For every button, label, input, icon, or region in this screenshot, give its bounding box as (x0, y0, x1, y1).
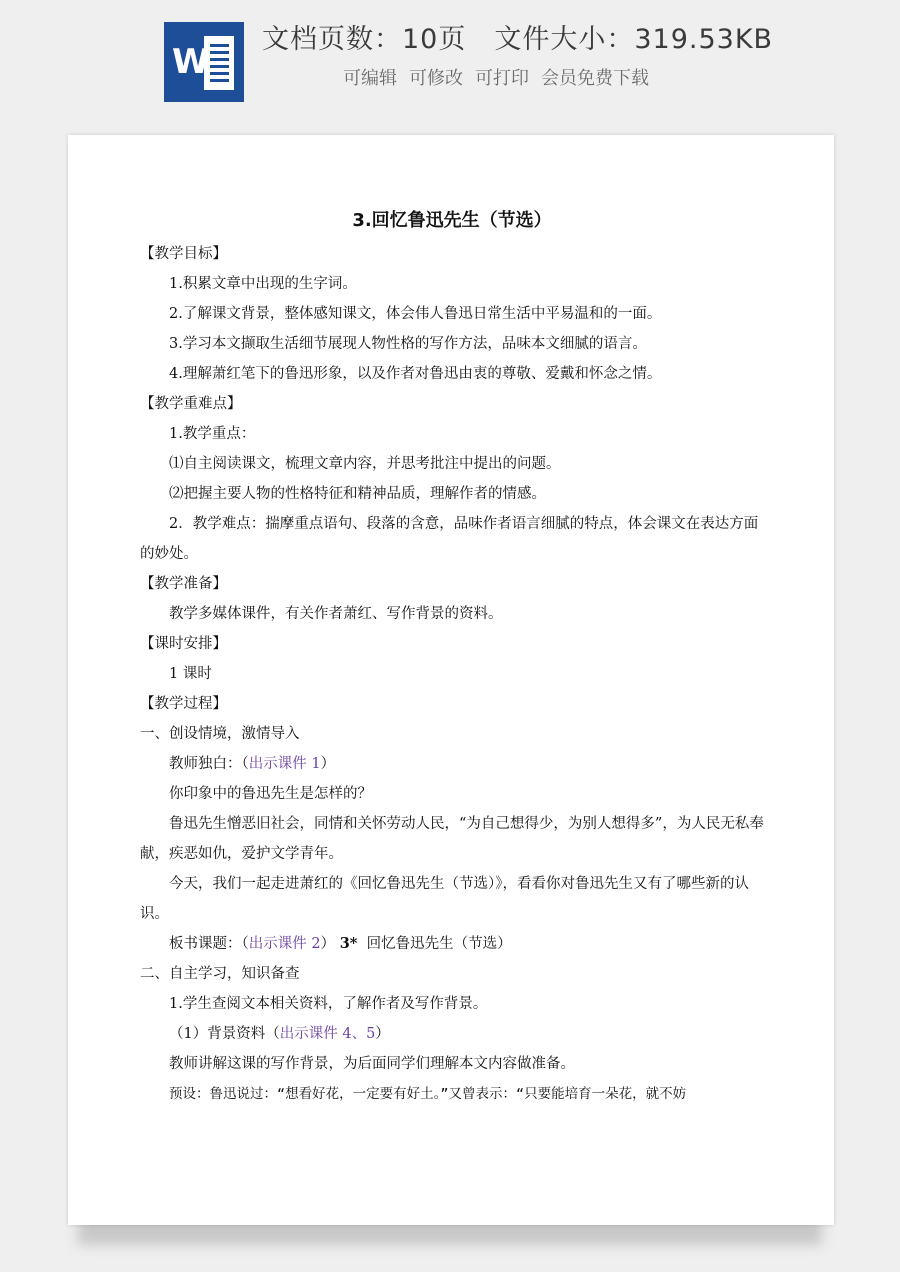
feature-modifiable: 可修改 (409, 68, 463, 89)
paragraph-1: 鲁迅先生憎恶旧社会，同情和关怀劳动人民，“为自己想得少，为别人想得多”，为人民无私奉献，疾恶如仇，爱护文学青年。 (140, 816, 764, 862)
board-title: 回忆鲁迅先生（节选） (366, 936, 512, 952)
section-1-heading: 一、创设情境，激情导入 (140, 726, 300, 742)
file-size: 文件大小：319.53KB (494, 24, 774, 55)
feature-editable: 可编辑 (343, 68, 397, 89)
paragraph-2: 今天，我们一起走进萧红的《回忆鲁迅先生（节选）》，看看你对鲁迅先生又有了哪些新的认识。 (140, 876, 749, 922)
board-number: 3* (339, 935, 358, 952)
document-page (68, 135, 834, 1225)
preset-text: 预设：鲁迅说过：“想看好花，一定要有好土。”又曾表示：“只要能培育一朵花，就不妨 (169, 1086, 687, 1102)
process-heading: 【教学过程】 (140, 696, 227, 712)
goal-item: 4.理解萧红笔下的鲁迅形象，以及作者对鲁迅由衷的尊敬、爱戴和怀念之情。 (169, 366, 662, 382)
prep-heading: 【教学准备】 (140, 576, 227, 592)
time-text: 1 课时 (169, 666, 212, 682)
goal-item: 2.了解课文背景，整体感知课文，体会伟人鲁迅日常生活中平易温和的一面。 (169, 306, 662, 322)
courseware-link-4-5: 出示课件 4、5 (279, 1026, 376, 1042)
header (0, 0, 900, 120)
time-heading: 【课时安排】 (140, 636, 227, 652)
key-point-1b: ⑵把握主要人物的性格特征和精神品质，理解作者的情感。 (169, 486, 546, 502)
key-heading: 【教学重难点】 (140, 396, 242, 412)
feature-printable: 可打印 (475, 68, 529, 89)
feature-member-download: 会员免费下载 (541, 68, 649, 89)
word-letter: W (172, 42, 210, 82)
goals-heading: 【教学目标】 (140, 246, 227, 262)
document-title: 3.回忆鲁迅先生（节选） (352, 210, 552, 231)
prep-text: 教学多媒体课件，有关作者萧红、写作背景的资料。 (169, 606, 503, 622)
step-1: 1.学生查阅文本相关资料，了解作者及写作背景。 (169, 996, 488, 1012)
courseware-link-2: 出示课件 2 (248, 936, 321, 952)
section-2-heading: 二、自主学习，知识备查 (140, 966, 300, 982)
word-document-icon (164, 22, 244, 102)
key-point-1: 1.教学重点： (169, 426, 256, 442)
question-text: 你印象中的鲁迅先生是怎样的？ (169, 786, 372, 802)
file-info (262, 20, 773, 60)
key-point-2: 2．教学难点：揣摩重点语句、段落的含意，品味作者语言细腻的特点，体会课文在表达方面的妙处。 (140, 516, 759, 562)
page-count: 文档页数：10页 (262, 24, 467, 55)
courseware-link-1: 出示课件 1 (248, 756, 321, 772)
document-content (140, 203, 764, 1109)
teacher-intro: 教师独白：（出示课件 1） (169, 756, 336, 772)
goal-item: 1.积累文章中出现的生字词。 (169, 276, 357, 292)
key-point-1a: ⑴自主阅读课文，梳理文章内容，并思考批注中提出的问题。 (169, 456, 561, 472)
feature-list (343, 66, 661, 92)
goal-item: 3.学习本文撷取生活细节展现人物性格的写作方法，品味本文细腻的语言。 (169, 336, 647, 352)
explain-text: 教师讲解这课的写作背景，为后面同学们理解本文内容做准备。 (169, 1056, 575, 1072)
board-title-line: 板书课题：（出示课件 2） 3* 回忆鲁迅先生（节选） (169, 935, 512, 952)
background-line: （1）背景资料（出示课件 4、5） (169, 1026, 390, 1042)
